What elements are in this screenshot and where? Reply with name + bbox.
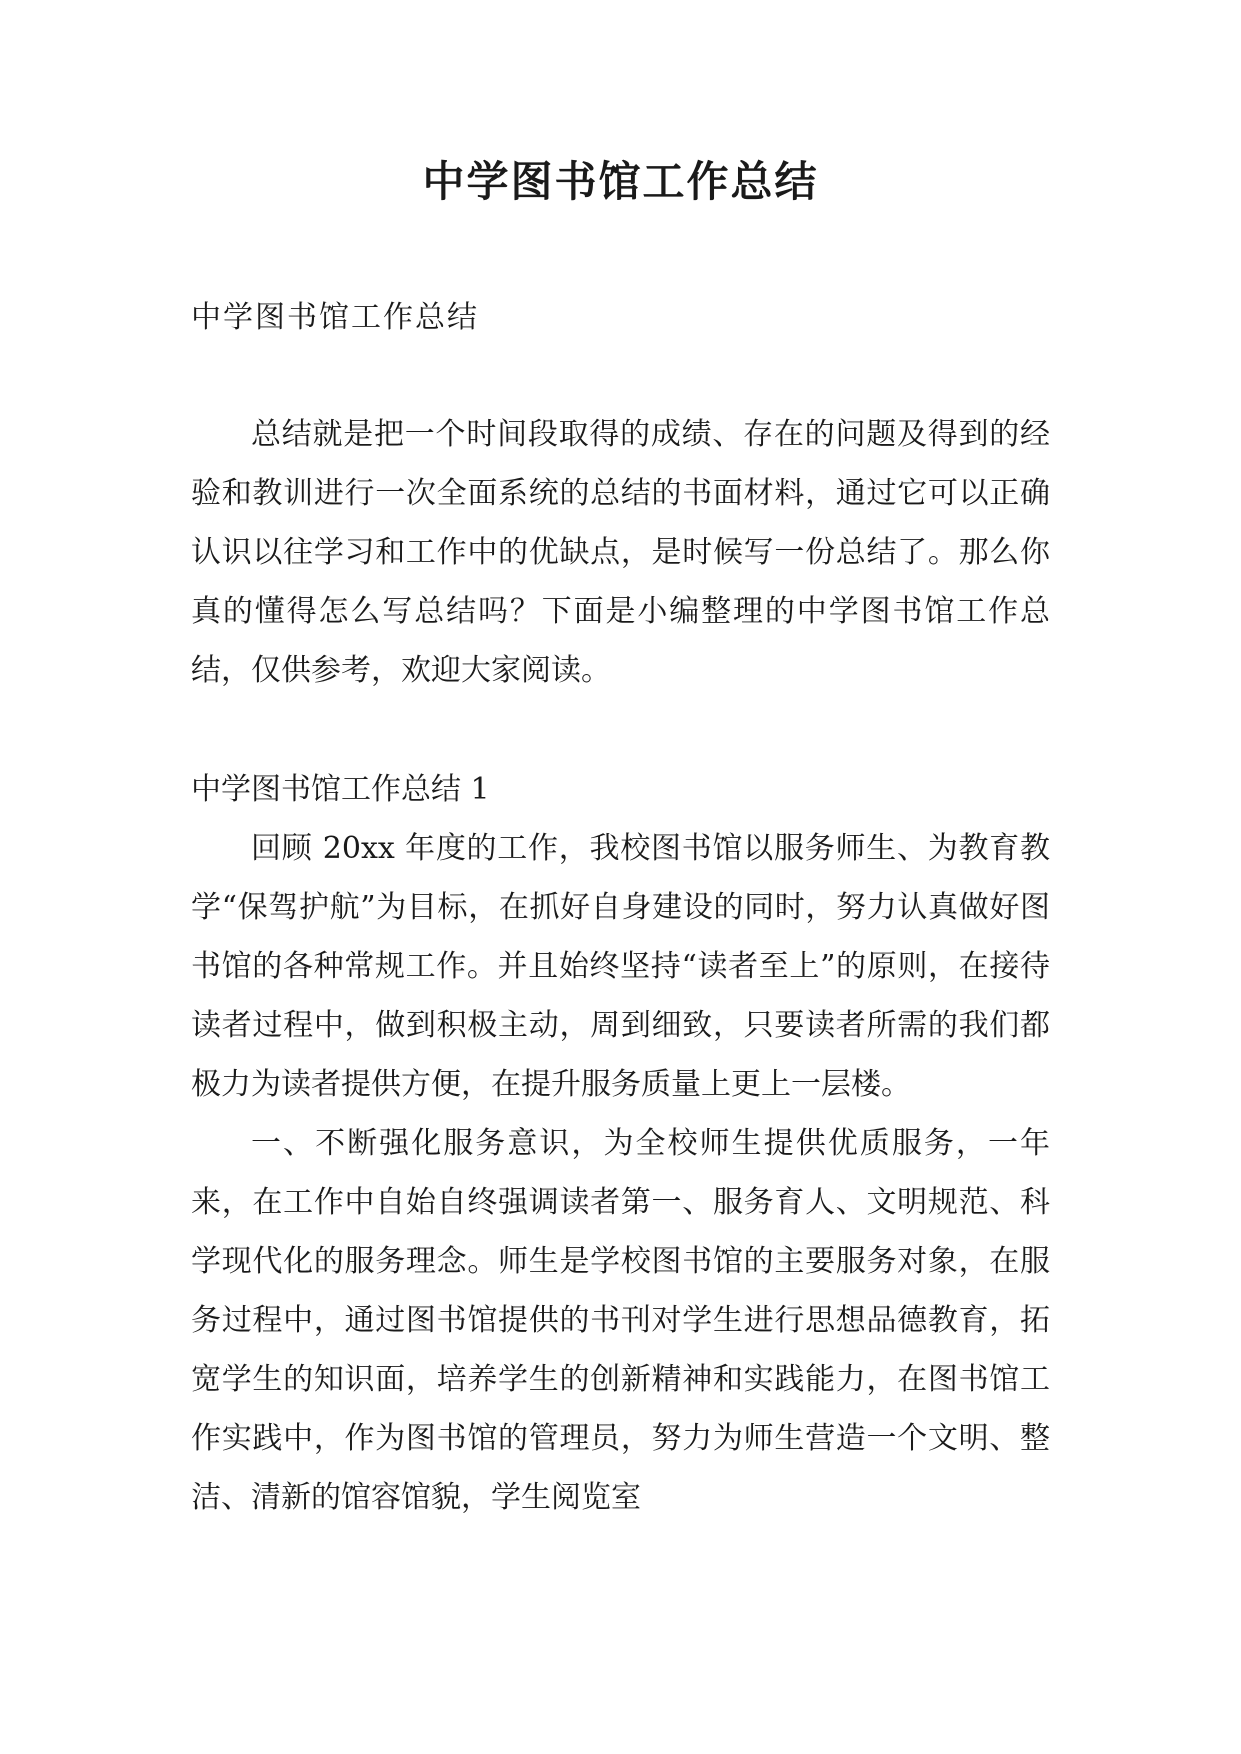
body-paragraph-2: 一、不断强化服务意识，为全校师生提供优质服务，一年来，在工作中自始自终强调读者第一、服务育人、文明规范、科学现代化的服务理念。师生是学校图书馆的主要服务对象，在服务过程中，通过图书馆提供的书刊对学生进行思想品德教育，拓宽学生的知识面，培养学生的创新精神和实践能力，在图书馆工作实践中，作为图书馆的管理员，努力为师生营造一个文明、整洁、清新的馆容馆貌，学生阅览室: [191, 1126, 1050, 1515]
document-subtitle: 中学图书馆工作总结: [191, 300, 479, 335]
body-paragraph-1: 回顾 20xx 年度的工作，我校图书馆以服务师生、为教育教学“保驾护航”为目标，在抓好自身建设的同时，努力认真做好图书馆的各种常规工作。并且始终坚持“读者至上”的原则，在接待读者过程中，做到积极主动，周到细致，只要读者所需的我们都极力为读者提供方便，在提升服务质量上更上一层楼。: [191, 831, 1050, 1102]
section-heading: 中学图书馆工作总结 1: [191, 772, 490, 807]
document-body: [191, 288, 1050, 1527]
document-title: 中学图书馆工作总结: [422, 157, 819, 206]
intro-paragraph: 总结就是把一个时间段取得的成绩、存在的问题及得到的经验和教训进行一次全面系统的总结的书面材料，通过它可以正确认识以往学习和工作中的优缺点，是时候写一份总结了。那么你真的懂得怎么写总结吗？下面是小编整理的中学图书馆工作总结，仅供参考，欢迎大家阅读。: [191, 417, 1050, 688]
